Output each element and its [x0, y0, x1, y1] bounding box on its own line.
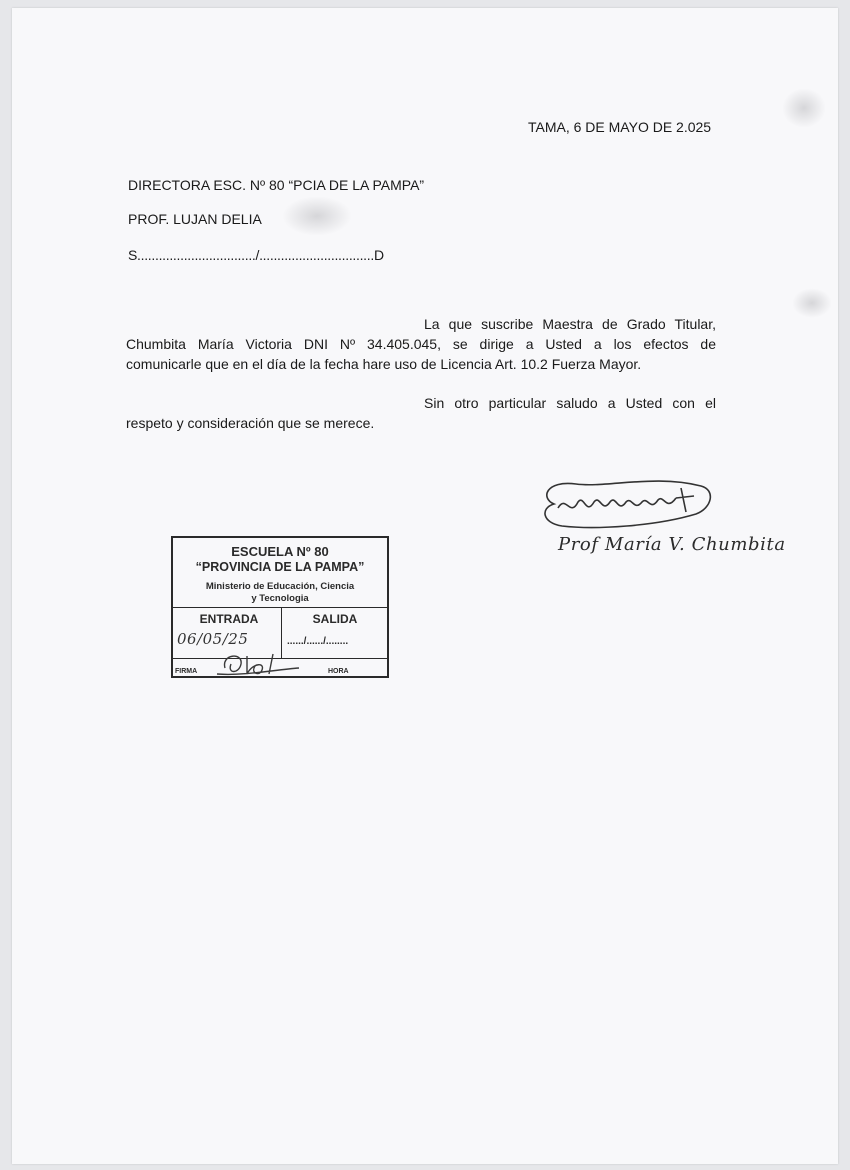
recipient-line-1: DIRECTORA ESC. Nº 80 “PCIA DE LA PAMPA” [128, 177, 425, 193]
salutation-line: S................................./................................D [128, 247, 384, 263]
stamp-ministry-line-1: Ministerio de Educación, Ciencia [205, 581, 355, 592]
paper-smudge [792, 288, 832, 318]
paragraph-1-line-1: La que suscribe Maestra de Grado Titular, [424, 316, 716, 332]
paragraph-1-line-3: comunicarle que en el día de la fecha hare uso de Licencia Art. 10.2 Fuerza Mayor. [126, 356, 642, 372]
recipient-line-2: PROF. LUJAN DELIA [128, 211, 262, 227]
stamp-entrada-label: ENTRADA [199, 612, 259, 626]
paragraph-2-line-2: respeto y consideración que se merece. [126, 415, 375, 431]
school-stamp [171, 536, 389, 678]
stamp-entrada-date: 06/05/25 [177, 630, 249, 648]
stamp-subtitle: “PROVINCIA DE LA PAMPA” [195, 560, 365, 574]
stamp-title: ESCUELA Nº 80 [231, 544, 329, 559]
paper-smudge [782, 88, 826, 128]
stamp-salida-date: ....../....../........ [287, 636, 349, 647]
paper-smudge [282, 196, 352, 236]
stamp-initials-scribble [213, 650, 303, 680]
stamp-divider [173, 607, 387, 608]
paragraph-2-line-1: Sin otro particular saludo a Usted con el [424, 395, 716, 411]
body-paragraph-1 [126, 314, 716, 374]
date-line: TAMA, 6 DE MAYO DE 2.025 [528, 119, 712, 135]
stamp-firma-label: FIRMA [175, 668, 198, 675]
stamp-ministry-line-2: y Tecnologia [251, 593, 309, 604]
signature-name: Prof María V. Chumbita [558, 534, 786, 555]
stamp-salida-label: SALIDA [312, 612, 358, 626]
paragraph-1-line-2: Chumbita María Victoria DNI Nº 34.405.045, se dirige a Usted a los efectos de [126, 336, 716, 352]
stamp-hora-label: HORA [328, 668, 349, 675]
signature-scribble [536, 468, 726, 538]
body-paragraph-2 [126, 393, 716, 433]
